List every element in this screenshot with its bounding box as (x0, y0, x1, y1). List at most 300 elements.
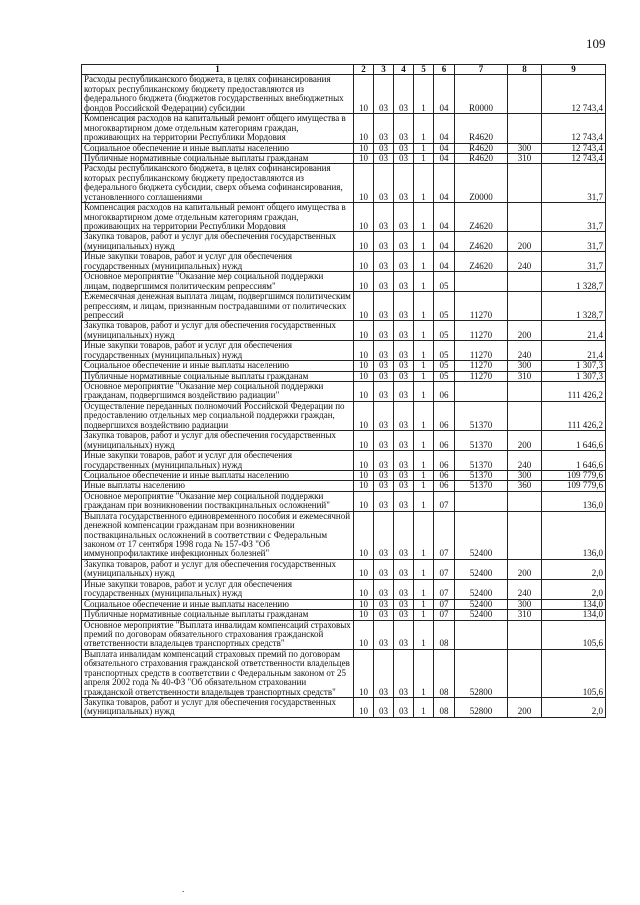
col-2-value: 10 (354, 232, 374, 252)
table-row (82, 481, 606, 491)
col-8-value (508, 75, 542, 114)
col-9-amount: 2,0 (542, 698, 606, 718)
table-row (82, 610, 606, 620)
col-4-value: 03 (394, 649, 414, 697)
col-8-value: 300 (508, 361, 542, 371)
col-7-value (455, 620, 508, 649)
column-header: 2 (354, 65, 374, 75)
column-header: 1 (82, 65, 354, 75)
col-9-amount: 1 646,6 (542, 431, 606, 451)
col-5-value: 1 (414, 75, 434, 114)
col-8-value (508, 401, 542, 430)
column-header: 6 (434, 65, 455, 75)
row-name: Основное мероприятие "Оказание мер социальной поддержки лицам, подвергшимся политическим репрессиям" (82, 272, 354, 292)
col-9-amount: 105,6 (542, 649, 606, 697)
col-9-amount: 12 743,4 (542, 114, 606, 143)
col-8-value (508, 203, 542, 232)
col-9-amount: 31,7 (542, 252, 606, 272)
col-3-value: 03 (374, 361, 394, 371)
row-name: Основное мероприятие "Оказание мер социальной поддержки гражданам, подвергшимся воздействию радиации" (82, 382, 354, 402)
col-4-value: 03 (394, 361, 414, 371)
row-name: Иные закупки товаров, работ и услуг для обеспечения государственных (муниципальных) нужд (82, 579, 354, 599)
col-6-value: 04 (434, 203, 455, 232)
col-8-value (508, 382, 542, 402)
col-7-value: 51370 (455, 451, 508, 471)
col-2-value: 10 (354, 649, 374, 697)
column-header: 9 (542, 65, 606, 75)
col-3-value: 03 (374, 470, 394, 480)
col-8-value: 240 (508, 579, 542, 599)
table-row (82, 451, 606, 471)
column-header: 3 (374, 65, 394, 75)
col-3-value: 03 (374, 75, 394, 114)
col-6-value: 07 (434, 511, 455, 559)
col-7-value (455, 272, 508, 292)
col-7-value: R4620 (455, 143, 508, 153)
col-2-value: 10 (354, 698, 374, 718)
col-5-value: 1 (414, 451, 434, 471)
row-name: Социальное обеспечение и иные выплаты населению (82, 599, 354, 609)
col-6-value: 07 (434, 579, 455, 599)
col-4-value: 03 (394, 470, 414, 480)
col-6-value: 04 (434, 252, 455, 272)
col-5-value: 1 (414, 371, 434, 381)
col-9-amount: 136,0 (542, 491, 606, 511)
col-2-value: 10 (354, 164, 374, 203)
row-name: Закупка товаров, работ и услуг для обеспечения государственных (муниципальных) нужд (82, 559, 354, 579)
page-number: 109 (586, 36, 606, 51)
col-3-value: 03 (374, 153, 394, 163)
table-row (82, 511, 606, 559)
table-row (82, 321, 606, 341)
row-name: Публичные нормативные социальные выплаты гражданам (82, 153, 354, 163)
col-2-value: 10 (354, 579, 374, 599)
col-2-value: 10 (354, 114, 374, 143)
table-row (82, 371, 606, 381)
col-6-value: 06 (434, 451, 455, 471)
col-2-value: 10 (354, 610, 374, 620)
col-4-value: 03 (394, 203, 414, 232)
col-5-value: 1 (414, 292, 434, 321)
col-3-value: 03 (374, 491, 394, 511)
table-row (82, 698, 606, 718)
col-6-value: 07 (434, 559, 455, 579)
table-header-row (82, 65, 606, 75)
row-name: Социальное обеспечение и иные выплаты населению (82, 361, 354, 371)
col-4-value: 03 (394, 610, 414, 620)
col-2-value: 10 (354, 321, 374, 341)
col-2-value: 10 (354, 401, 374, 430)
col-5-value: 1 (414, 481, 434, 491)
col-4-value: 03 (394, 579, 414, 599)
col-8-value (508, 164, 542, 203)
col-4-value: 03 (394, 232, 414, 252)
col-3-value: 03 (374, 451, 394, 471)
col-8-value: 300 (508, 470, 542, 480)
col-9-amount: 12 743,4 (542, 75, 606, 114)
row-name: Социальное обеспечение и иные выплаты населению (82, 143, 354, 153)
col-2-value: 10 (354, 371, 374, 381)
col-6-value: 04 (434, 164, 455, 203)
col-9-amount: 31,7 (542, 203, 606, 232)
col-7-value: 52400 (455, 579, 508, 599)
col-2-value: 10 (354, 491, 374, 511)
col-8-value: 200 (508, 431, 542, 451)
col-2-value: 10 (354, 382, 374, 402)
col-7-value (455, 382, 508, 402)
col-4-value: 03 (394, 321, 414, 341)
col-6-value: 08 (434, 620, 455, 649)
row-name: Закупка товаров, работ и услуг для обеспечения государственных (муниципальных) нужд (82, 698, 354, 718)
table-row (82, 361, 606, 371)
col-9-amount: 1 328,7 (542, 272, 606, 292)
col-4-value: 03 (394, 371, 414, 381)
col-6-value: 04 (434, 153, 455, 163)
col-3-value: 03 (374, 164, 394, 203)
col-5-value: 1 (414, 470, 434, 480)
col-6-value: 05 (434, 341, 455, 361)
col-2-value: 10 (354, 75, 374, 114)
col-3-value: 03 (374, 579, 394, 599)
column-header: 4 (394, 65, 414, 75)
col-5-value: 1 (414, 341, 434, 361)
col-8-value: 360 (508, 481, 542, 491)
col-3-value: 03 (374, 401, 394, 430)
table-row (82, 153, 606, 163)
table-row (82, 620, 606, 649)
col-4-value: 03 (394, 401, 414, 430)
row-name: Компенсация расходов на капитальный ремонт общего имущества в многоквартирном доме отдельным категориям граждан, проживающих на территории Республики Мордовия (82, 203, 354, 232)
col-9-amount: 109 779,6 (542, 481, 606, 491)
col-4-value: 03 (394, 252, 414, 272)
row-name: Расходы республиканского бюджета, в целях софинансирования которых республиканскому бюджету предоставляются из федерального бюджета субсидии, сверх объема софинансирования, установленного соглашениями (82, 164, 354, 203)
col-9-amount: 105,6 (542, 620, 606, 649)
col-4-value: 03 (394, 341, 414, 361)
col-2-value: 10 (354, 620, 374, 649)
col-6-value: 06 (434, 431, 455, 451)
col-8-value (508, 272, 542, 292)
col-2-value: 10 (354, 559, 374, 579)
col-5-value: 1 (414, 232, 434, 252)
row-name: Ежемесячная денежная выплата лицам, подвергшимся политическим репрессиям, и лицам, признанным пострадавшими от политических репрессий (82, 292, 354, 321)
col-6-value: 04 (434, 114, 455, 143)
col-5-value: 1 (414, 698, 434, 718)
col-9-amount: 1 646,6 (542, 451, 606, 471)
col-7-value: Z0000 (455, 164, 508, 203)
col-8-value: 310 (508, 153, 542, 163)
col-9-amount: 136,0 (542, 511, 606, 559)
col-7-value (455, 491, 508, 511)
col-6-value: 05 (434, 292, 455, 321)
col-7-value: R4620 (455, 153, 508, 163)
row-name: Иные закупки товаров, работ и услуг для обеспечения государственных (муниципальных) нужд (82, 341, 354, 361)
col-5-value: 1 (414, 153, 434, 163)
table-row (82, 559, 606, 579)
col-2-value: 10 (354, 481, 374, 491)
col-8-value: 300 (508, 143, 542, 153)
row-name: Иные выплаты населению (82, 481, 354, 491)
col-5-value: 1 (414, 164, 434, 203)
col-3-value: 03 (374, 203, 394, 232)
col-4-value: 03 (394, 143, 414, 153)
col-4-value: 03 (394, 599, 414, 609)
col-2-value: 10 (354, 451, 374, 471)
col-4-value: 03 (394, 698, 414, 718)
col-7-value: R4620 (455, 114, 508, 143)
col-7-value: R0000 (455, 75, 508, 114)
col-9-amount: 12 743,4 (542, 153, 606, 163)
table-row (82, 401, 606, 430)
col-6-value: 04 (434, 232, 455, 252)
col-3-value: 03 (374, 114, 394, 143)
col-4-value: 03 (394, 382, 414, 402)
col-8-value: 200 (508, 698, 542, 718)
row-name: Выплата инвалидам компенсаций страховых премий по договорам обязательного страхования гражданской ответственности владельцев транспортных средств в соответствии с Федеральным законом от 25 апреля 2002 года № 40-ФЗ "Об обязательном страховании гражданской ответственности владельцев транспортных средств" (82, 649, 354, 697)
col-4-value: 03 (394, 451, 414, 471)
col-2-value: 10 (354, 470, 374, 480)
col-3-value: 03 (374, 252, 394, 272)
col-7-value: 51370 (455, 470, 508, 480)
col-6-value: 04 (434, 75, 455, 114)
col-8-value (508, 511, 542, 559)
col-3-value: 03 (374, 382, 394, 402)
col-7-value: 51370 (455, 481, 508, 491)
col-3-value: 03 (374, 599, 394, 609)
table-row (82, 649, 606, 697)
col-2-value: 10 (354, 252, 374, 272)
table-row (82, 143, 606, 153)
col-5-value: 1 (414, 143, 434, 153)
col-4-value: 03 (394, 153, 414, 163)
col-6-value: 06 (434, 401, 455, 430)
col-6-value: 05 (434, 272, 455, 292)
col-5-value: 1 (414, 252, 434, 272)
col-9-amount: 21,4 (542, 341, 606, 361)
budget-table (81, 64, 606, 718)
col-7-value: Z4620 (455, 232, 508, 252)
col-7-value: 52800 (455, 698, 508, 718)
col-9-amount: 12 743,4 (542, 143, 606, 153)
col-8-value (508, 292, 542, 321)
col-3-value: 03 (374, 143, 394, 153)
col-9-amount: 31,7 (542, 164, 606, 203)
col-4-value: 03 (394, 272, 414, 292)
col-6-value: 06 (434, 481, 455, 491)
table-row (82, 431, 606, 451)
table-body (82, 75, 606, 717)
col-7-value: 52400 (455, 559, 508, 579)
col-4-value: 03 (394, 481, 414, 491)
col-2-value: 10 (354, 203, 374, 232)
col-7-value: 52400 (455, 610, 508, 620)
col-9-amount: 2,0 (542, 579, 606, 599)
col-8-value: 240 (508, 451, 542, 471)
col-5-value: 1 (414, 401, 434, 430)
col-4-value: 03 (394, 292, 414, 321)
col-4-value: 03 (394, 75, 414, 114)
col-3-value: 03 (374, 341, 394, 361)
col-7-value: 11270 (455, 371, 508, 381)
col-3-value: 03 (374, 431, 394, 451)
col-6-value: 04 (434, 143, 455, 153)
col-3-value: 03 (374, 272, 394, 292)
col-3-value: 03 (374, 610, 394, 620)
col-7-value: 11270 (455, 341, 508, 361)
col-2-value: 10 (354, 599, 374, 609)
table-row (82, 292, 606, 321)
col-8-value: 200 (508, 559, 542, 579)
col-5-value: 1 (414, 114, 434, 143)
col-9-amount: 134,0 (542, 610, 606, 620)
table-row (82, 599, 606, 609)
col-5-value: 1 (414, 579, 434, 599)
col-7-value: Z4620 (455, 203, 508, 232)
row-name: Основное мероприятие "Оказание мер социальной поддержки гражданам при возникновении поствакцинальных осложнений" (82, 491, 354, 511)
col-2-value: 10 (354, 153, 374, 163)
col-5-value: 1 (414, 649, 434, 697)
col-2-value: 10 (354, 511, 374, 559)
col-4-value: 03 (394, 511, 414, 559)
col-8-value: 300 (508, 599, 542, 609)
row-name: Основное мероприятие "Выплата инвалидам компенсаций страховых премий по договорам обязательного страхования гражданской ответственности владельцев транспортных средств" (82, 620, 354, 649)
col-8-value (508, 114, 542, 143)
col-4-value: 03 (394, 114, 414, 143)
col-3-value: 03 (374, 232, 394, 252)
col-8-value (508, 649, 542, 697)
col-5-value: 1 (414, 203, 434, 232)
col-5-value: 1 (414, 361, 434, 371)
col-2-value: 10 (354, 361, 374, 371)
col-3-value: 03 (374, 511, 394, 559)
col-7-value: Z4620 (455, 252, 508, 272)
col-5-value: 1 (414, 272, 434, 292)
col-6-value: 05 (434, 371, 455, 381)
col-5-value: 1 (414, 491, 434, 511)
row-name: Публичные нормативные социальные выплаты гражданам (82, 610, 354, 620)
col-7-value: 11270 (455, 292, 508, 321)
col-6-value: 07 (434, 599, 455, 609)
row-name: Закупка товаров, работ и услуг для обеспечения государственных (муниципальных) нужд (82, 232, 354, 252)
col-6-value: 06 (434, 382, 455, 402)
col-2-value: 10 (354, 431, 374, 451)
row-name: Компенсация расходов на капитальный ремонт общего имущества в многоквартирном доме отдельным категориям граждан, проживающих на территории Республики Мордовия (82, 114, 354, 143)
col-7-value: 52400 (455, 599, 508, 609)
col-2-value: 10 (354, 341, 374, 361)
col-4-value: 03 (394, 431, 414, 451)
column-header: 8 (508, 65, 542, 75)
col-7-value: 51370 (455, 431, 508, 451)
row-name: Социальное обеспечение и иные выплаты населению (82, 470, 354, 480)
col-3-value: 03 (374, 481, 394, 491)
col-2-value: 10 (354, 143, 374, 153)
column-header: 5 (414, 65, 434, 75)
col-7-value: 11270 (455, 321, 508, 341)
col-8-value: 240 (508, 341, 542, 361)
col-6-value: 05 (434, 361, 455, 371)
col-5-value: 1 (414, 382, 434, 402)
table-row (82, 75, 606, 114)
row-name: Осуществление переданных полномочий Российской Федерации по предоставлению отдельных мер социальной поддержки граждан, подвергшихся воздействию радиации (82, 401, 354, 430)
col-6-value: 07 (434, 491, 455, 511)
table-row (82, 382, 606, 402)
col-6-value: 08 (434, 649, 455, 697)
col-8-value: 200 (508, 232, 542, 252)
row-name: Публичные нормативные социальные выплаты гражданам (82, 371, 354, 381)
col-9-amount: 109 779,6 (542, 470, 606, 480)
table-row (82, 114, 606, 143)
col-7-value: 52800 (455, 649, 508, 697)
col-3-value: 03 (374, 321, 394, 341)
col-8-value (508, 491, 542, 511)
col-6-value: 07 (434, 610, 455, 620)
col-9-amount: 1 307,3 (542, 371, 606, 381)
table-row (82, 252, 606, 272)
col-2-value: 10 (354, 292, 374, 321)
col-3-value: 03 (374, 620, 394, 649)
col-8-value: 240 (508, 252, 542, 272)
col-5-value: 1 (414, 511, 434, 559)
col-5-value: 1 (414, 610, 434, 620)
col-9-amount: 111 426,2 (542, 382, 606, 402)
col-7-value: 52400 (455, 511, 508, 559)
col-3-value: 03 (374, 698, 394, 718)
col-4-value: 03 (394, 164, 414, 203)
table-row (82, 341, 606, 361)
col-8-value: 200 (508, 321, 542, 341)
col-5-value: 1 (414, 559, 434, 579)
column-header: 7 (455, 65, 508, 75)
col-5-value: 1 (414, 431, 434, 451)
table-row (82, 164, 606, 203)
col-4-value: 03 (394, 491, 414, 511)
row-name: Иные закупки товаров, работ и услуг для обеспечения государственных (муниципальных) нужд (82, 252, 354, 272)
table-row (82, 579, 606, 599)
table-row (82, 470, 606, 480)
col-8-value: 310 (508, 610, 542, 620)
col-6-value: 05 (434, 321, 455, 341)
row-name: Выплата государственного единовременного пособия и ежемесячной денежной компенсации гражданам при возникновении поствакцинальных осложнений в соответствии с Федеральным законом от 17 сентября 1998 года № 157-ФЗ "Об иммунопрофилактике инфекционных болезней" (82, 511, 354, 559)
col-9-amount: 111 426,2 (542, 401, 606, 430)
col-6-value: 08 (434, 698, 455, 718)
row-name: Закупка товаров, работ и услуг для обеспечения государственных (муниципальных) нужд (82, 431, 354, 451)
col-9-amount: 31,7 (542, 232, 606, 252)
col-8-value: 310 (508, 371, 542, 381)
col-7-value: 11270 (455, 361, 508, 371)
col-2-value: 10 (354, 272, 374, 292)
table-row (82, 272, 606, 292)
col-9-amount: 1 328,7 (542, 292, 606, 321)
col-5-value: 1 (414, 620, 434, 649)
table-row (82, 491, 606, 511)
col-4-value: 03 (394, 620, 414, 649)
table-row (82, 203, 606, 232)
col-3-value: 03 (374, 559, 394, 579)
col-3-value: 03 (374, 649, 394, 697)
col-8-value (508, 620, 542, 649)
col-6-value: 06 (434, 470, 455, 480)
col-5-value: 1 (414, 321, 434, 341)
col-5-value: 1 (414, 599, 434, 609)
footer-mark: . (182, 884, 185, 894)
col-9-amount: 2,0 (542, 559, 606, 579)
table-row (82, 232, 606, 252)
row-name: Закупка товаров, работ и услуг для обеспечения государственных (муниципальных) нужд (82, 321, 354, 341)
col-4-value: 03 (394, 559, 414, 579)
col-9-amount: 21,4 (542, 321, 606, 341)
col-9-amount: 1 307,3 (542, 361, 606, 371)
row-name: Расходы республиканского бюджета, в целях софинансирования которых республиканскому бюджету предоставляются из федерального бюджета (бюджетов государственных внебюджетных фондов Российской Федерации) субсидии (82, 75, 354, 114)
col-3-value: 03 (374, 292, 394, 321)
